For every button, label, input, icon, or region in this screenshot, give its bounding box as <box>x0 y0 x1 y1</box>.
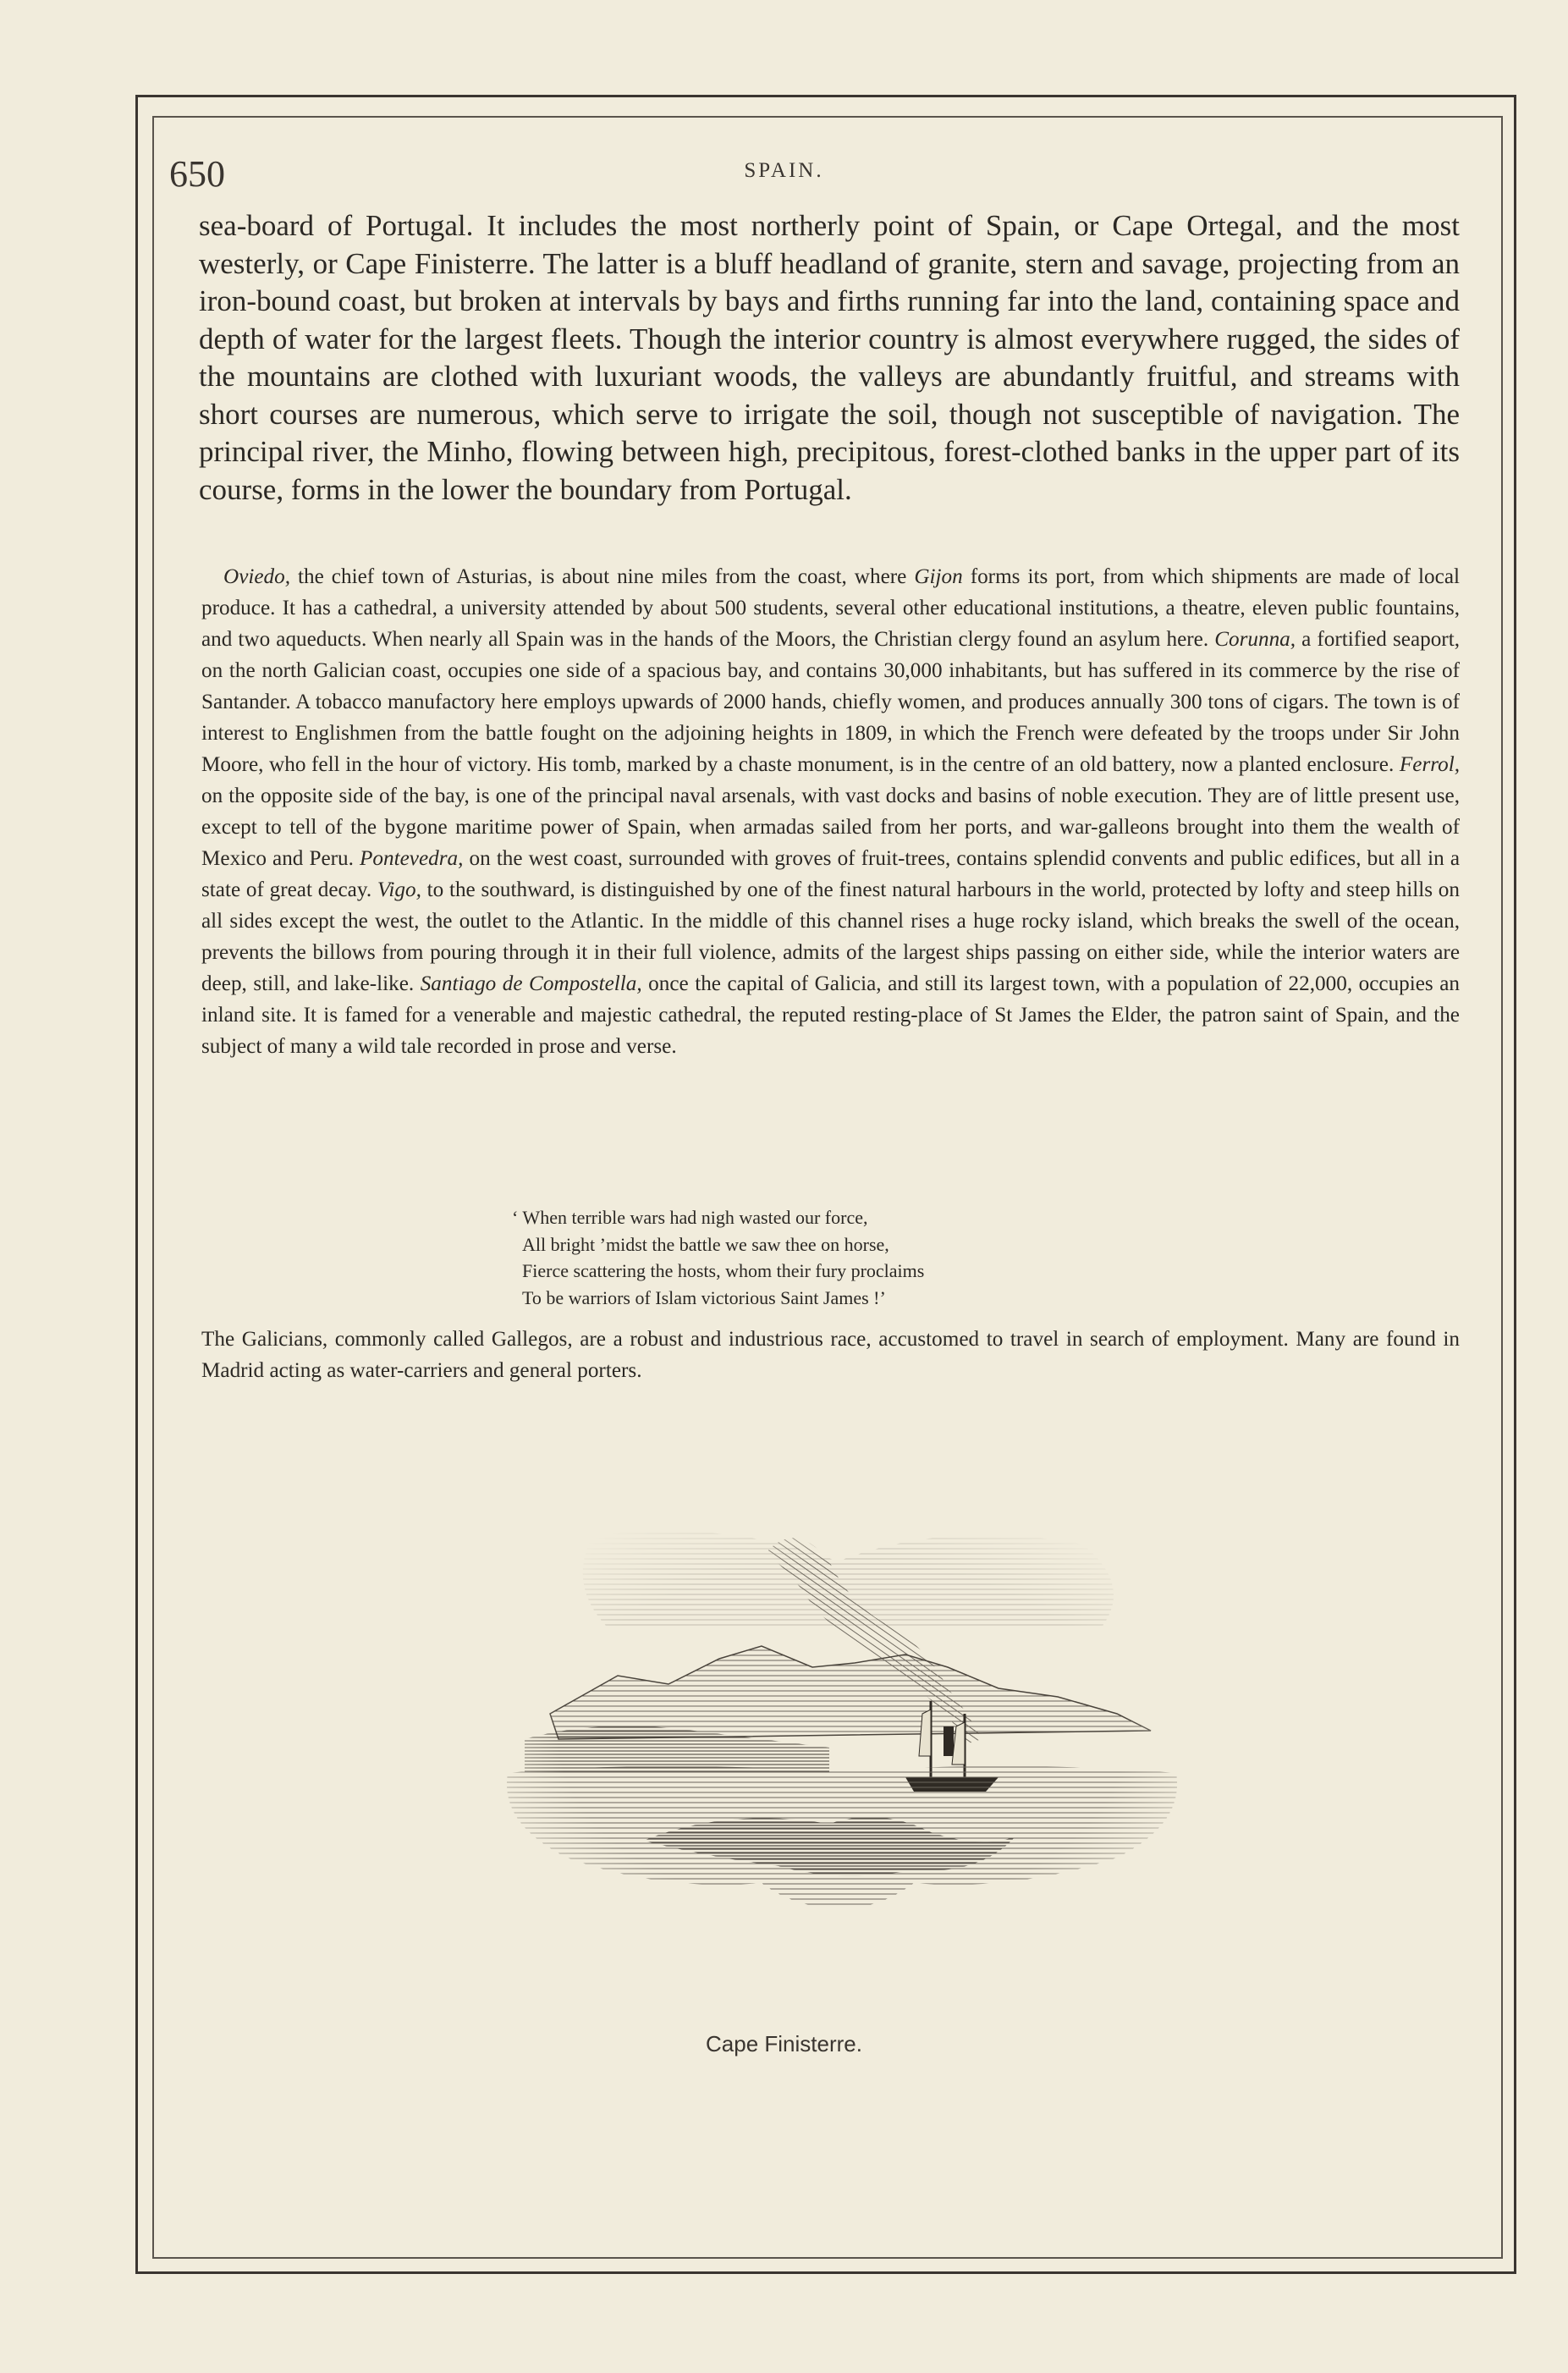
running-head: SPAIN. <box>744 159 824 182</box>
vigo-text: to the southward, is distinguished by one of the finest natural harbours in the world, protected by lofty and steep hills on all sides except the west, the outlet to the Atlantic. In the middle of this channel rises a huge rocky island, which breaks the swell of the ocean, prevents the billows from pouring through it in their full violence, admits of the largest ships passing on either side, while the interior waters are deep, still, and lake-like. <box>201 878 1460 995</box>
place-name-santiago: Santiago de Compostella, <box>420 972 642 995</box>
place-name-corunna: Corunna, <box>1214 628 1296 651</box>
oviedo-text-a: the chief town of Asturias, is about nine miles from the coast, where <box>290 565 915 588</box>
verse-line: All bright ’midst the battle we saw thee on horse, <box>522 1233 889 1255</box>
figure-caption: Cape Finisterre. <box>706 2031 862 2056</box>
corunna-text: a fortified seaport, on the north Galician coast, occupies one side of a spacious bay, and contains 30,000 inhabitants, but has suffered in its commerce by the rise of Santander. A tobacco manufactory here employs upwards of 2000 hands, chiefly women, and produces annually 300 tons of cigars. The town is of interest to Englishmen from the battle fought on the adjoining heights in 1809, in which the French were defeated by the troops under Sir John Moore, who fell in the hour of victory. His tomb, marked by a chaste monument, is in the centre of an old battery, now a planted enclosure. <box>201 628 1460 776</box>
place-name-ferrol: Ferrol, <box>1399 753 1460 776</box>
place-name-oviedo: Oviedo, <box>223 565 291 588</box>
place-name-pontevedra: Pontevedra, <box>360 847 464 870</box>
closing-paragraph: The Galicians, commonly called Gallegos, are a robust and industrious race, accustomed to travel in search of employment. Many are found in Madrid acting as water-carriers and general porters. <box>201 1328 1460 1382</box>
verse-line: ‘ When terrible wars had nigh wasted our force, <box>512 1207 868 1228</box>
place-name-vigo: Vigo, <box>377 878 421 901</box>
page-number: 650 <box>169 153 225 195</box>
verse-line: To be warriors of Islam victorious Saint James !’ <box>522 1286 886 1308</box>
place-name-gijon: Gijon <box>914 565 963 588</box>
ferrol-text: on the opposite side of the bay, is one of the principal naval arsenals, with vast docks and basins of noble execution. They are of little present use, except to tell of the bygone maritime power of Spain, when armadas sailed from her ports, and war-galleons brought into them the wealth of Mexico and Peru. <box>201 785 1460 870</box>
pontevedra-text: on the west coast, surrounded with groves of fruit-trees, contains splendid convents and public edifices, but all in a state of great decay. <box>201 847 1460 901</box>
cape-finisterre-engraving <box>474 1485 1210 1942</box>
santiago-text: once the capital of Galicia, and still its largest town, with a population of 22,000, occupies an inland site. It is famed for a venerable and majestic cathedral, the reputed resting-place of St James the Elder, the patron saint of Spain, and the subject of many a wild tale recorded in prose and verse. <box>201 972 1461 1058</box>
oviedo-text-b: forms its port, from which shipments are made of local produce. It has a cathedral, a university attended by about 500 students, several other educational institutions, a theatre, eleven public fountains, and two aqueducts. When nearly all Spain was in the hands of the Moors, the Christian clergy found an asylum here. <box>201 565 1460 651</box>
towns-paragraph <box>201 561 1460 1062</box>
verse-quotation <box>512 1204 1206 1311</box>
intro-paragraph: sea-board of Portugal. It includes the most northerly point of Spain, or Cape Ortegal, and the most westerly, or Cape Finisterre. The latter is a bluff headland of granite, stern and savage, projecting from an iron-bound coast, but broken at intervals by bays and firths running far into the land, containing space and depth of water for the largest fleets. Though the interior country is almost everywhere rugged, the sides of the mountains are clothed with luxuriant woods, the valleys are abundantly fruitful, and streams with short courses are numerous, which serve to irrigate the soil, though not susceptible of navigation. The principal river, the Minho, flowing between high, precipitous, forest-clothed banks in the upper part of its course, forms in the lower the boundary from Portugal. <box>199 209 1460 506</box>
verse-line: Fierce scattering the hosts, whom their fury proclaims <box>522 1260 925 1281</box>
